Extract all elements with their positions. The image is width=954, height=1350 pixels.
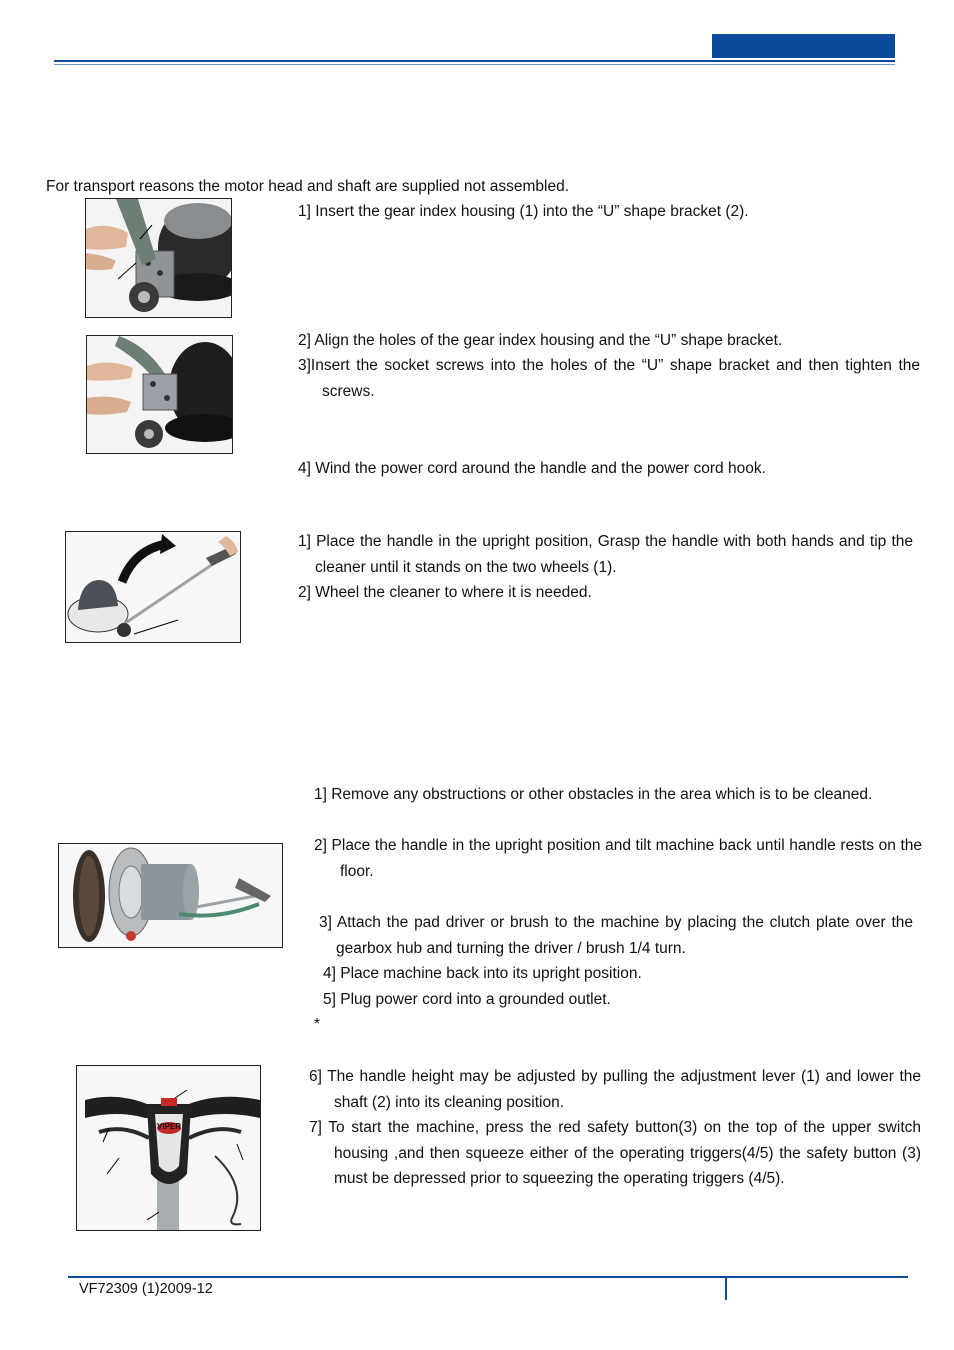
operation-step-4: 4] Place machine back into its upright position. [323,965,642,982]
operation-step-2: 2] Place the handle in the upright position and tilt machine back until handle rests on the floor. [314,837,922,880]
intro-text: For transport reasons the motor head and shaft are supplied not assembled. [46,178,569,195]
operation-step-7: 7] To start the machine, press the red safety button(3) on the top of the upper switch housing ,and then squeeze either of the operating triggers(4/5) the safety button (3) must be depressed prior to squeezing the operating triggers (4/5). [309,1119,921,1187]
transport-step-1: 1] Place the handle in the upright position, Grasp the handle with both hands and tip the cleaner until it stands on the two wheels (1). [298,533,913,576]
footer-doc-code: VF72309 (1)2009-12 [79,1281,213,1297]
photo-insert-housing [85,198,232,318]
transport-step-2: 2] Wheel the cleaner to where it is needed. [298,584,592,601]
note-asterisk: * [314,1016,321,1033]
assembly-step-2: 2] Align the holes of the gear index housing and the “U” shape bracket. [298,332,783,349]
operation-step-5: 5] Plug power cord into a grounded outlet. [323,991,611,1008]
assembly-step-4: 4] Wind the power cord around the handle and the power cord hook. [298,460,766,477]
header-color-block [712,34,895,58]
photo-tip-machine [65,531,241,643]
footer-divider [725,1278,727,1300]
header-rule [54,60,895,62]
operation-step-6: 6] The handle height may be adjusted by pulling the adjustment lever (1) and lower the shaft (2) into its cleaning position. [309,1068,921,1111]
assembly-step-1: 1] Insert the gear index housing (1) into the “U” shape bracket (2). [298,203,749,220]
operation-step-3: 3] Attach the pad driver or brush to the machine by placing the clutch plate over the gearbox hub and turning the driver / brush 1/4 turn. [319,914,913,957]
assembly-step-3: 3]Insert the socket screws into the holes of the “U” shape bracket and then tighten the screws. [298,357,920,400]
operation-step-1: 1] Remove any obstructions or other obstacles in the area which is to be cleaned. [314,786,873,803]
photo-handle-controls [76,1065,261,1231]
photo-attach-brush [58,843,283,948]
header-rule-thin [54,64,895,65]
viper-logo: VIPER [156,1122,181,1131]
photo-align-holes [86,335,233,454]
footer-rule [68,1276,908,1278]
